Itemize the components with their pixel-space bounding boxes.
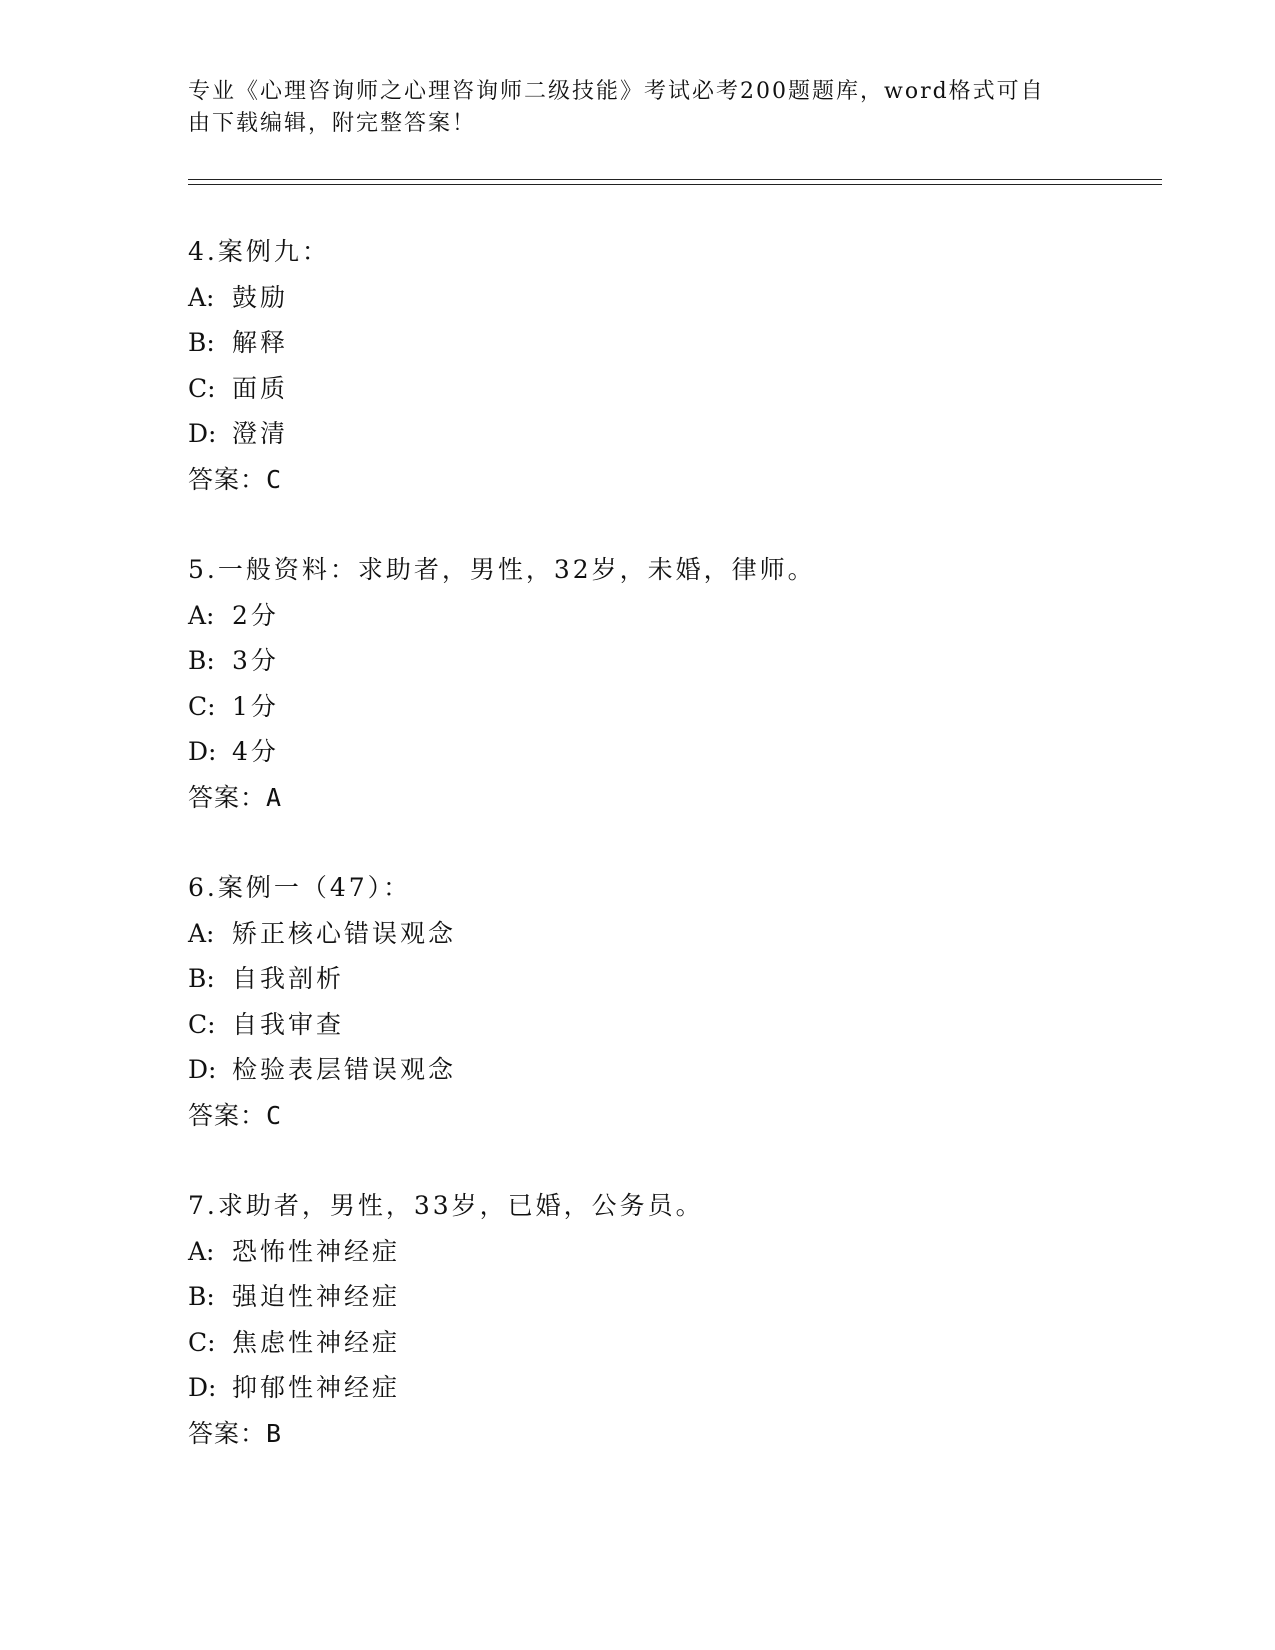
option-b — [188, 638, 1148, 684]
option-text: 3分 — [232, 646, 279, 675]
option-a — [188, 593, 1148, 639]
option-text: 鼓励 — [232, 282, 289, 312]
option-d — [188, 411, 1148, 457]
option-letter: B: — [188, 964, 215, 993]
header-divider-bottom — [188, 184, 1162, 185]
option-letter: B: — [188, 328, 215, 357]
answer-value: A — [266, 782, 283, 812]
question-title: 7.求助者，男性，33岁，已婚，公务员。 — [188, 1191, 704, 1220]
option-text: 抑郁性神经症 — [232, 1373, 401, 1402]
option-letter: A: — [188, 600, 215, 630]
option-text: 恐怖性神经症 — [232, 1236, 401, 1266]
document-header — [188, 76, 1078, 140]
answer-value: B — [266, 1418, 283, 1448]
option-a — [188, 275, 1148, 321]
answer-line — [188, 775, 1148, 821]
answer-line — [188, 457, 1148, 503]
answer-label: 答案： — [188, 782, 267, 812]
option-letter: D: — [188, 737, 217, 766]
option-b — [188, 320, 1148, 366]
question-7 — [188, 1183, 1148, 1456]
option-text: 自我剖析 — [232, 964, 345, 993]
option-text: 解释 — [232, 328, 289, 357]
option-letter: C: — [188, 1327, 216, 1357]
question-title: 6.案例一（47）： — [188, 873, 412, 902]
option-c — [188, 1320, 1148, 1366]
option-b — [188, 956, 1148, 1002]
question-5 — [188, 547, 1148, 820]
answer-label: 答案： — [188, 1418, 267, 1448]
option-d — [188, 1365, 1148, 1411]
option-letter: A: — [188, 282, 215, 312]
option-letter: D: — [188, 1055, 217, 1084]
option-letter: B: — [188, 646, 215, 675]
option-text: 焦虑性神经症 — [232, 1327, 401, 1357]
answer-label: 答案： — [188, 1100, 267, 1130]
answer-line — [188, 1093, 1148, 1139]
option-text: 矫正核心错误观念 — [232, 918, 457, 948]
option-letter: C: — [188, 373, 216, 403]
option-text: 2分 — [232, 600, 279, 630]
answer-label: 答案： — [188, 464, 267, 494]
option-letter: A: — [188, 918, 215, 948]
option-a — [188, 911, 1148, 957]
header-line-1: 专业《心理咨询师之心理咨询师二级技能》考试必考200题题库，word格式可自 — [188, 79, 1045, 104]
option-text: 4分 — [232, 737, 279, 766]
option-a — [188, 1229, 1148, 1275]
option-text: 澄清 — [232, 419, 289, 448]
question-4 — [188, 229, 1148, 502]
option-c — [188, 366, 1148, 412]
answer-value: C — [266, 1100, 283, 1130]
option-text: 自我审查 — [232, 1009, 345, 1039]
option-letter: D: — [188, 419, 217, 448]
option-d — [188, 729, 1148, 775]
option-text: 检验表层错误观念 — [232, 1055, 457, 1084]
option-c — [188, 684, 1148, 730]
answer-value: C — [266, 464, 283, 494]
option-b — [188, 1274, 1148, 1320]
question-title: 5.一般资料：求助者，男性，32岁，未婚，律师。 — [188, 555, 816, 584]
option-c — [188, 1002, 1148, 1048]
option-text: 1分 — [232, 691, 279, 721]
option-d — [188, 1047, 1148, 1093]
header-line-2: 由下载编辑，附完整答案！ — [188, 111, 477, 136]
answer-line — [188, 1411, 1148, 1457]
header-divider-top — [188, 179, 1162, 180]
option-letter: D: — [188, 1373, 217, 1402]
option-text: 强迫性神经症 — [232, 1282, 401, 1311]
option-letter: A: — [188, 1236, 215, 1266]
option-text: 面质 — [232, 373, 289, 403]
option-letter: C: — [188, 691, 216, 721]
question-6 — [188, 865, 1148, 1138]
option-letter: C: — [188, 1009, 216, 1039]
question-title: 4.案例九： — [188, 237, 330, 266]
option-letter: B: — [188, 1282, 215, 1311]
